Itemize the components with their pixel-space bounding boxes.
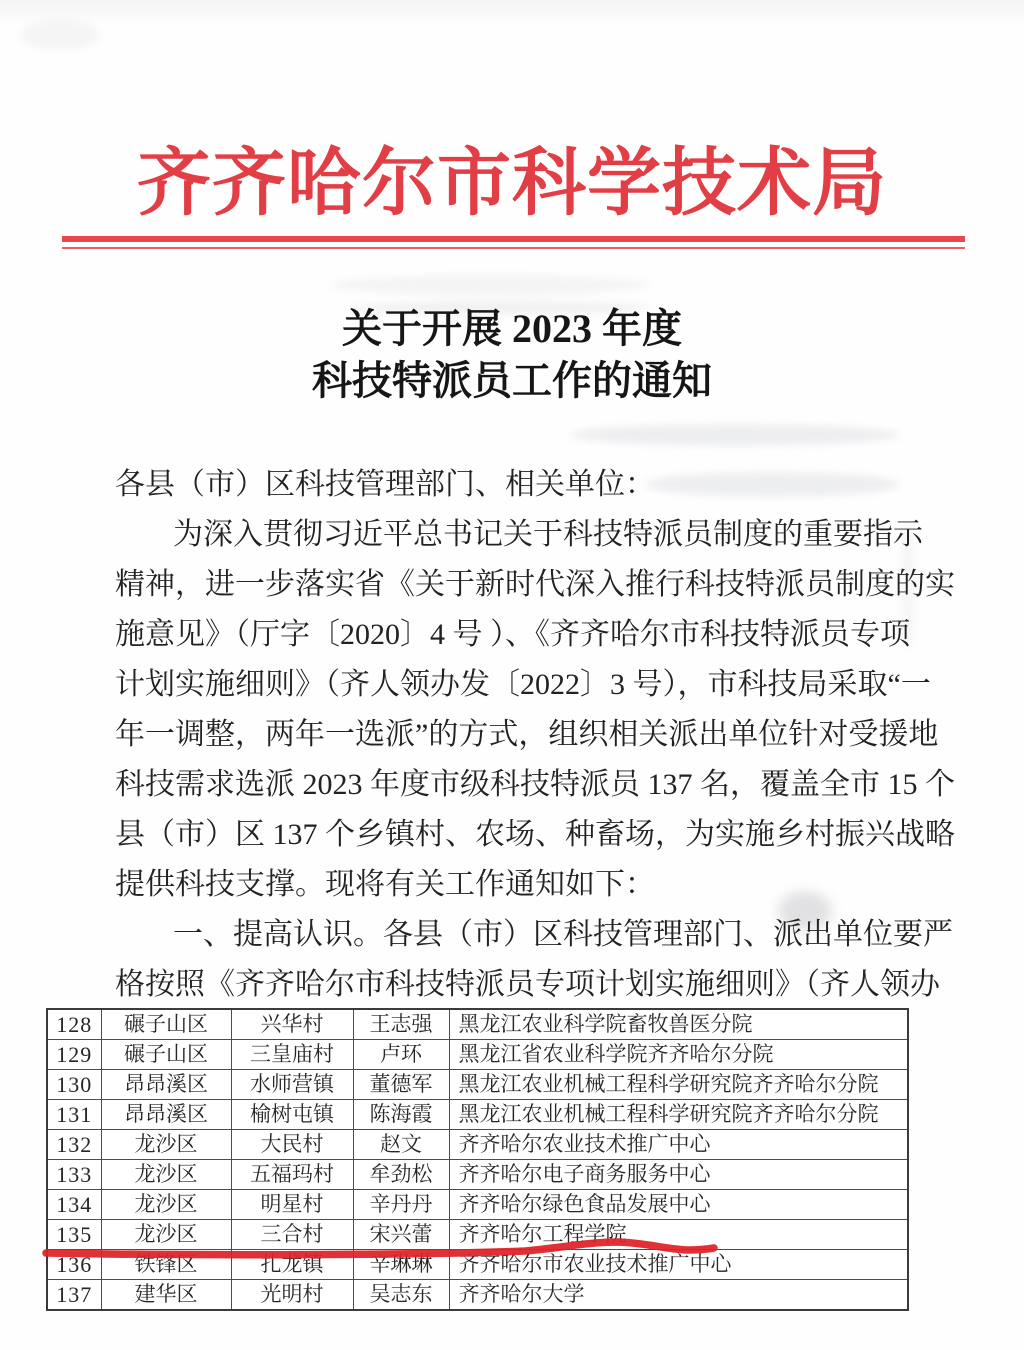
- table-row: [47, 1160, 908, 1190]
- cell-row-number: 128: [47, 1009, 101, 1040]
- cell-district: 龙沙区: [101, 1220, 231, 1250]
- cell-row-number: 133: [47, 1160, 101, 1190]
- table-row: [47, 1250, 908, 1280]
- table-row: [47, 1130, 908, 1160]
- letterhead-rule-thick: [62, 236, 965, 242]
- cell-name: 董德军: [353, 1070, 449, 1100]
- cell-district: 龙沙区: [101, 1160, 231, 1190]
- salutation-line: 各县（市）区科技管理部门、相关单位：: [115, 468, 655, 501]
- cell-name: 赵文: [353, 1130, 449, 1160]
- body-line: 计划实施细则》（齐人领办发〔2022〕3 号），市科技局采取“一: [115, 668, 931, 701]
- cell-village: 兴华村: [231, 1009, 353, 1040]
- cell-name: 宋兴蕾: [353, 1220, 449, 1250]
- cell-organization: 齐齐哈尔工程学院: [449, 1220, 908, 1250]
- cell-row-number: 129: [47, 1040, 101, 1070]
- cell-name: 陈海霞: [353, 1100, 449, 1130]
- cell-row-number: 132: [47, 1130, 101, 1160]
- cell-row-number: 136: [47, 1250, 101, 1280]
- cell-organization: 齐齐哈尔市农业技术推广中心: [449, 1250, 908, 1280]
- scan-edge-shading: [0, 0, 1024, 26]
- table-row: [47, 1280, 908, 1311]
- cell-organization: 黑龙江农业机械工程科学研究院齐齐哈尔分院: [449, 1070, 908, 1100]
- table-row-highlighted: [47, 1220, 908, 1250]
- cell-name: 王志强: [353, 1009, 449, 1040]
- table-row: [47, 1100, 908, 1130]
- body-line: 提供科技支撑。现将有关工作通知如下：: [115, 868, 655, 901]
- cell-name: 辛琳琳: [353, 1250, 449, 1280]
- cell-row-number: 131: [47, 1100, 101, 1130]
- cell-organization: 齐齐哈尔大学: [449, 1280, 908, 1311]
- cell-village: 大民村: [231, 1130, 353, 1160]
- cell-district: 建华区: [101, 1280, 231, 1311]
- cell-district: 碾子山区: [101, 1040, 231, 1070]
- cell-row-number: 137: [47, 1280, 101, 1311]
- cell-village: 榆树屯镇: [231, 1100, 353, 1130]
- cell-district: 昂昂溪区: [101, 1100, 231, 1130]
- body-line: 精神，进一步落实省《关于新时代深入推行科技特派员制度的实: [115, 568, 955, 601]
- cell-district: 碾子山区: [101, 1009, 231, 1040]
- cell-district: 龙沙区: [101, 1190, 231, 1220]
- cell-district: 昂昂溪区: [101, 1070, 231, 1100]
- table-row: [47, 1009, 908, 1040]
- cell-village: 扎龙镇: [231, 1250, 353, 1280]
- cell-village: 光明村: [231, 1280, 353, 1311]
- body-line: 施意见》（厅字〔2020〕4 号 ）、《齐齐哈尔市科技特派员专项: [115, 618, 910, 651]
- cell-organization: 黑龙江省农业科学院齐齐哈尔分院: [449, 1040, 908, 1070]
- cell-organization: 齐齐哈尔农业技术推广中心: [449, 1130, 908, 1160]
- commissioner-roster-table: [46, 1008, 909, 1311]
- cell-village: 水师营镇: [231, 1070, 353, 1100]
- body-line: 年一调整，两年一选派”的方式，组织相关派出单位针对受援地: [115, 718, 939, 751]
- cell-village: 五福玛村: [231, 1160, 353, 1190]
- cell-name: 吴志东: [353, 1280, 449, 1311]
- body-line: 科技需求选派 2023 年度市级科技特派员 137 名，覆盖全市 15 个: [115, 768, 955, 801]
- cell-organization: 黑龙江农业机械工程科学研究院齐齐哈尔分院: [449, 1100, 908, 1130]
- cell-name: 卢环: [353, 1040, 449, 1070]
- cell-row-number: 130: [47, 1070, 101, 1100]
- document-title-line1: 关于开展 2023 年度: [342, 306, 682, 351]
- letterhead-bureau-name: 齐齐哈尔市科学技术局: [137, 143, 887, 225]
- cell-organization: 齐齐哈尔绿色食品发展中心: [449, 1190, 908, 1220]
- bleed-through-smudge: [20, 20, 100, 50]
- cell-name: 辛丹丹: [353, 1190, 449, 1220]
- cell-name: 牟劲松: [353, 1160, 449, 1190]
- body-line-clipped: 格按照《齐齐哈尔市科技特派员专项计划实施细则》（齐人领办: [115, 968, 940, 1001]
- cell-organization: 黑龙江农业科学院畜牧兽医分院: [449, 1009, 908, 1040]
- cell-village: 明星村: [231, 1190, 353, 1220]
- bleed-through-smudge: [330, 275, 650, 295]
- cell-district: 铁锋区: [101, 1250, 231, 1280]
- document-body: [115, 460, 955, 1010]
- letterhead-rule-thin: [62, 247, 965, 249]
- table-row: [47, 1190, 908, 1220]
- table-row: [47, 1070, 908, 1100]
- cell-row-number: 135: [47, 1220, 101, 1250]
- cell-village: 三合村: [231, 1220, 353, 1250]
- cell-district: 龙沙区: [101, 1130, 231, 1160]
- table-row: [47, 1040, 908, 1070]
- body-line: 为深入贯彻习近平总书记关于科技特派员制度的重要指示: [173, 518, 923, 551]
- bleed-through-smudge: [570, 424, 900, 446]
- body-line: 县（市）区 137 个乡镇村、农场、种畜场，为实施乡村振兴战略: [115, 818, 955, 851]
- cell-organization: 齐齐哈尔电子商务服务中心: [449, 1160, 908, 1190]
- cell-village: 三皇庙村: [231, 1040, 353, 1070]
- document-title: [0, 303, 1024, 407]
- cell-row-number: 134: [47, 1190, 101, 1220]
- document-title-line2: 科技特派员工作的通知: [312, 358, 712, 403]
- body-line: 一、提高认识。各县（市）区科技管理部门、派出单位要严: [173, 918, 953, 951]
